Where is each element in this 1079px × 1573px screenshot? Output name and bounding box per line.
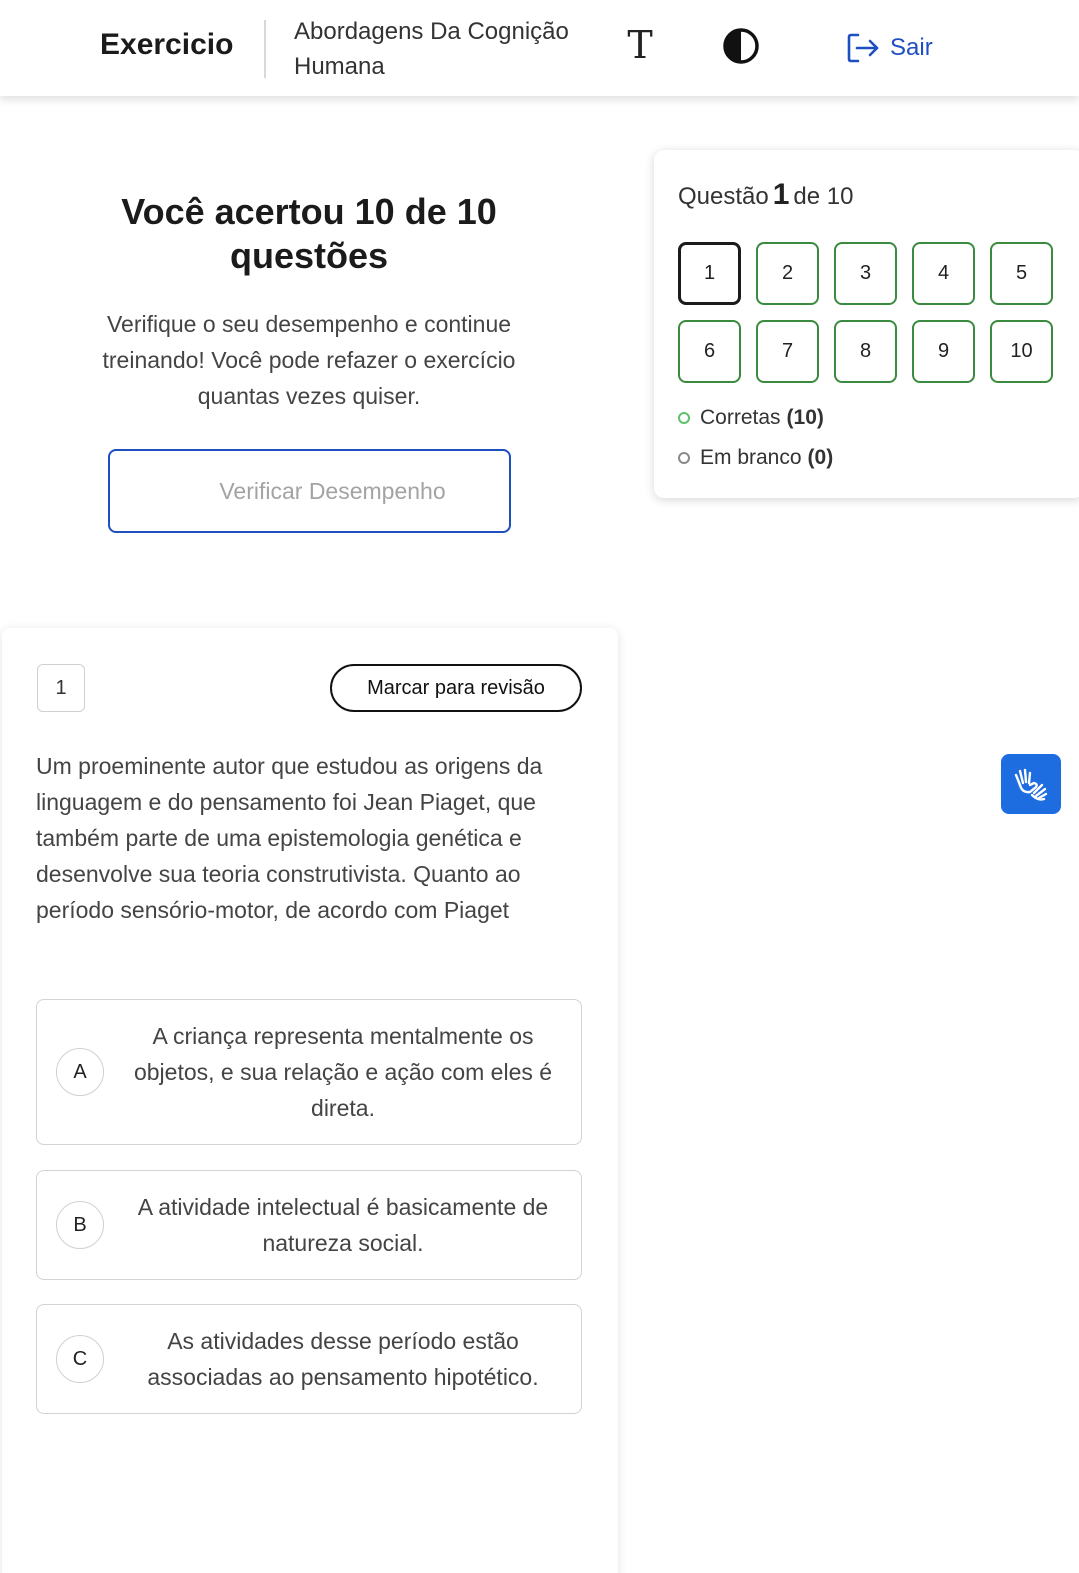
- verify-performance-button[interactable]: Verificar Desempenho: [108, 449, 511, 533]
- question-grid: [678, 242, 1053, 383]
- question-text: Um proeminente autor que estudou as origens da linguagem e do pensamento foi Jean Piaget, que também parte de uma epistemologia genética e desenvolve sua teoria construtivista. Quanto ao período sensório-motor, de acordo com Piaget: [36, 753, 543, 923]
- mark-for-review-button[interactable]: Marcar para revisão: [330, 664, 582, 712]
- contrast-icon[interactable]: [722, 27, 760, 65]
- current-question-number: 1: [772, 178, 790, 211]
- logout-icon: [846, 32, 880, 64]
- font-size-icon[interactable]: T: [627, 23, 653, 67]
- option-a[interactable]: [36, 999, 582, 1145]
- option-text: A atividade intelectual é basicamente de natureza social.: [137, 1194, 549, 1256]
- course-title: Abordagens Da Cognição Humana: [294, 18, 569, 80]
- legend-correct: [678, 406, 824, 430]
- option-letter: A: [56, 1048, 104, 1096]
- blank-dot-icon: [678, 452, 690, 464]
- question-card: [2, 628, 618, 1573]
- correct-dot-icon: [678, 412, 690, 424]
- option-c[interactable]: [36, 1304, 582, 1414]
- question-button-5[interactable]: 5: [990, 242, 1053, 305]
- option-letter: C: [56, 1335, 104, 1383]
- question-button-7[interactable]: 7: [756, 320, 819, 383]
- option-letter: B: [56, 1201, 104, 1249]
- question-button-6[interactable]: 6: [678, 320, 741, 383]
- legend-correct-label: Corretas: [700, 406, 781, 429]
- logout-button[interactable]: [846, 30, 933, 66]
- legend-correct-count: (10): [786, 406, 824, 429]
- legend-blank-label: Em branco: [700, 446, 802, 469]
- legend-blank-count: (0): [807, 446, 834, 469]
- result-title: Você acertou 10 de 10 questões: [121, 191, 497, 276]
- sign-language-button[interactable]: [1001, 754, 1061, 814]
- result-description: Verifique o seu desempenho e continue treinando! Você pode refazer o exercício quantas vezes quiser.: [102, 311, 516, 409]
- question-button-10[interactable]: 10: [990, 320, 1053, 383]
- header-divider: [264, 20, 266, 78]
- question-button-2[interactable]: 2: [756, 242, 819, 305]
- navigator-suffix: de 10: [793, 183, 854, 210]
- question-button-9[interactable]: 9: [912, 320, 975, 383]
- option-text: A criança representa mentalmente os objetos, e sua relação e ação com eles é direta.: [133, 1023, 553, 1121]
- navigator-prefix: Questão: [678, 183, 769, 210]
- brand-title: Exercicio: [100, 28, 234, 61]
- question-button-3[interactable]: 3: [834, 242, 897, 305]
- question-number-badge: 1: [37, 664, 85, 712]
- top-header: [0, 0, 1079, 96]
- navigator-header: [678, 178, 853, 212]
- logout-label: Sair: [890, 34, 933, 61]
- question-button-4[interactable]: 4: [912, 242, 975, 305]
- question-button-1[interactable]: 1: [678, 242, 741, 305]
- question-navigator: [654, 150, 1079, 498]
- option-b[interactable]: [36, 1170, 582, 1280]
- sign-language-icon: [1012, 765, 1050, 803]
- question-button-8[interactable]: 8: [834, 320, 897, 383]
- legend-blank: [678, 446, 833, 470]
- option-text: As atividades desse período estão associadas ao pensamento hipotético.: [147, 1328, 539, 1390]
